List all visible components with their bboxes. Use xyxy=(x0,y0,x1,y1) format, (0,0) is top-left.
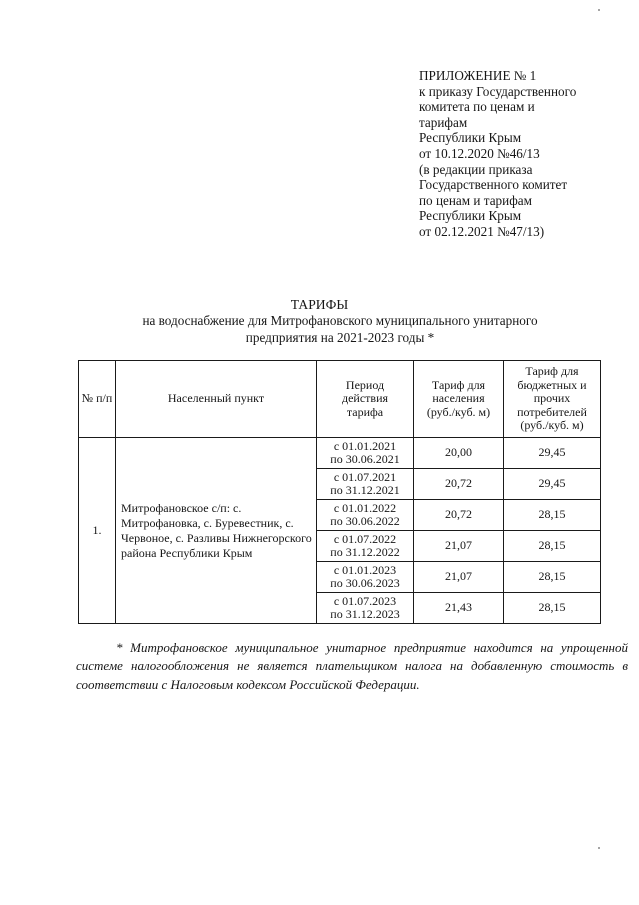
period-cell xyxy=(317,531,414,562)
period-cell xyxy=(317,593,414,624)
population-tariff-cell: 20,72 xyxy=(414,500,504,531)
period-cell xyxy=(317,469,414,500)
header-population-tariff: Тариф для населения (руб./куб. м) xyxy=(414,361,504,438)
appendix-line: комитета по ценам и xyxy=(419,99,535,115)
period-from: с 01.01.2021 xyxy=(333,438,397,453)
appendix-line: от 10.12.2020 №46/13 xyxy=(419,145,540,161)
population-tariff-cell: 20,00 xyxy=(414,438,504,469)
appendix-line: (в редакции приказа xyxy=(419,161,533,177)
subtitle-line-1: на водоснабжение для Митрофановского муниципального унитарного xyxy=(142,313,538,328)
period-from: с 01.07.2022 xyxy=(333,531,397,546)
scan-speck xyxy=(598,9,600,11)
population-tariff-cell: 20,72 xyxy=(414,469,504,500)
appendix-line: к приказу Государственного xyxy=(419,83,577,99)
appendix-line: от 02.12.2021 №47/13) xyxy=(419,223,545,239)
appendix-line: по ценам и тарифам xyxy=(419,192,532,208)
appendix-line: тарифам xyxy=(419,114,468,130)
locality-cell: Митрофановское с/п: с. Митрофановка, с. Буревестник, с. Червоное, с. Разливы Нижнегорского района Республики Крым xyxy=(116,438,317,624)
period-cell xyxy=(317,562,414,593)
population-tariff-cell: 21,07 xyxy=(414,562,504,593)
budget-tariff-cell: 29,45 xyxy=(504,438,601,469)
tariff-table xyxy=(78,360,601,624)
subtitle-line-2: предприятия на 2021-2023 годы * xyxy=(245,329,435,345)
period-cell xyxy=(317,500,414,531)
document-title: ТАРИФЫ xyxy=(290,297,349,312)
header-number: № п/п xyxy=(79,361,116,438)
period-from: с 01.01.2022 xyxy=(333,500,397,515)
row-number-cell: 1. xyxy=(79,438,116,624)
budget-tariff-cell: 28,15 xyxy=(504,593,601,624)
document-subtitle xyxy=(60,313,620,346)
budget-tariff-cell: 28,15 xyxy=(504,500,601,531)
header-locality: Населенный пункт xyxy=(116,361,317,438)
table-row xyxy=(79,438,601,469)
population-tariff-cell: 21,43 xyxy=(414,593,504,624)
period-cell xyxy=(317,438,414,469)
table-header-row xyxy=(79,361,601,438)
appendix-block xyxy=(419,68,619,240)
period-to: по 31.12.2021 xyxy=(330,483,400,497)
appendix-line: Республики Крым xyxy=(419,130,522,146)
scan-speck xyxy=(598,847,600,849)
budget-tariff-cell: 28,15 xyxy=(504,562,601,593)
appendix-line: Республики Крым xyxy=(419,208,522,224)
period-from: с 01.07.2021 xyxy=(333,469,397,484)
budget-tariff-cell: 28,15 xyxy=(504,531,601,562)
period-to: по 30.06.2022 xyxy=(330,514,400,528)
appendix-line: ПРИЛОЖЕНИЕ № 1 xyxy=(419,68,537,83)
budget-tariff-cell: 29,45 xyxy=(504,469,601,500)
period-from: с 01.07.2023 xyxy=(333,593,397,608)
population-tariff-cell: 21,07 xyxy=(414,531,504,562)
period-to: по 31.12.2023 xyxy=(330,607,400,621)
header-period: Период действия тарифа xyxy=(317,361,414,438)
period-to: по 31.12.2022 xyxy=(330,545,400,559)
period-to: по 30.06.2023 xyxy=(330,576,400,590)
footnote: * Митрофановское муниципальное унитарное предприятие находится на упрощенной системе налогообложения не является плательщиком налога на добавленную стоимость в соответствии с Налоговым кодексом Российской Федерации. xyxy=(76,640,628,692)
header-budget-tariff: Тариф для бюджетных и прочих потребителей (руб./куб. м) xyxy=(504,361,601,438)
period-from: с 01.01.2023 xyxy=(333,562,397,577)
period-to: по 30.06.2021 xyxy=(330,452,400,466)
appendix-line: Государственного комитет xyxy=(419,177,568,193)
